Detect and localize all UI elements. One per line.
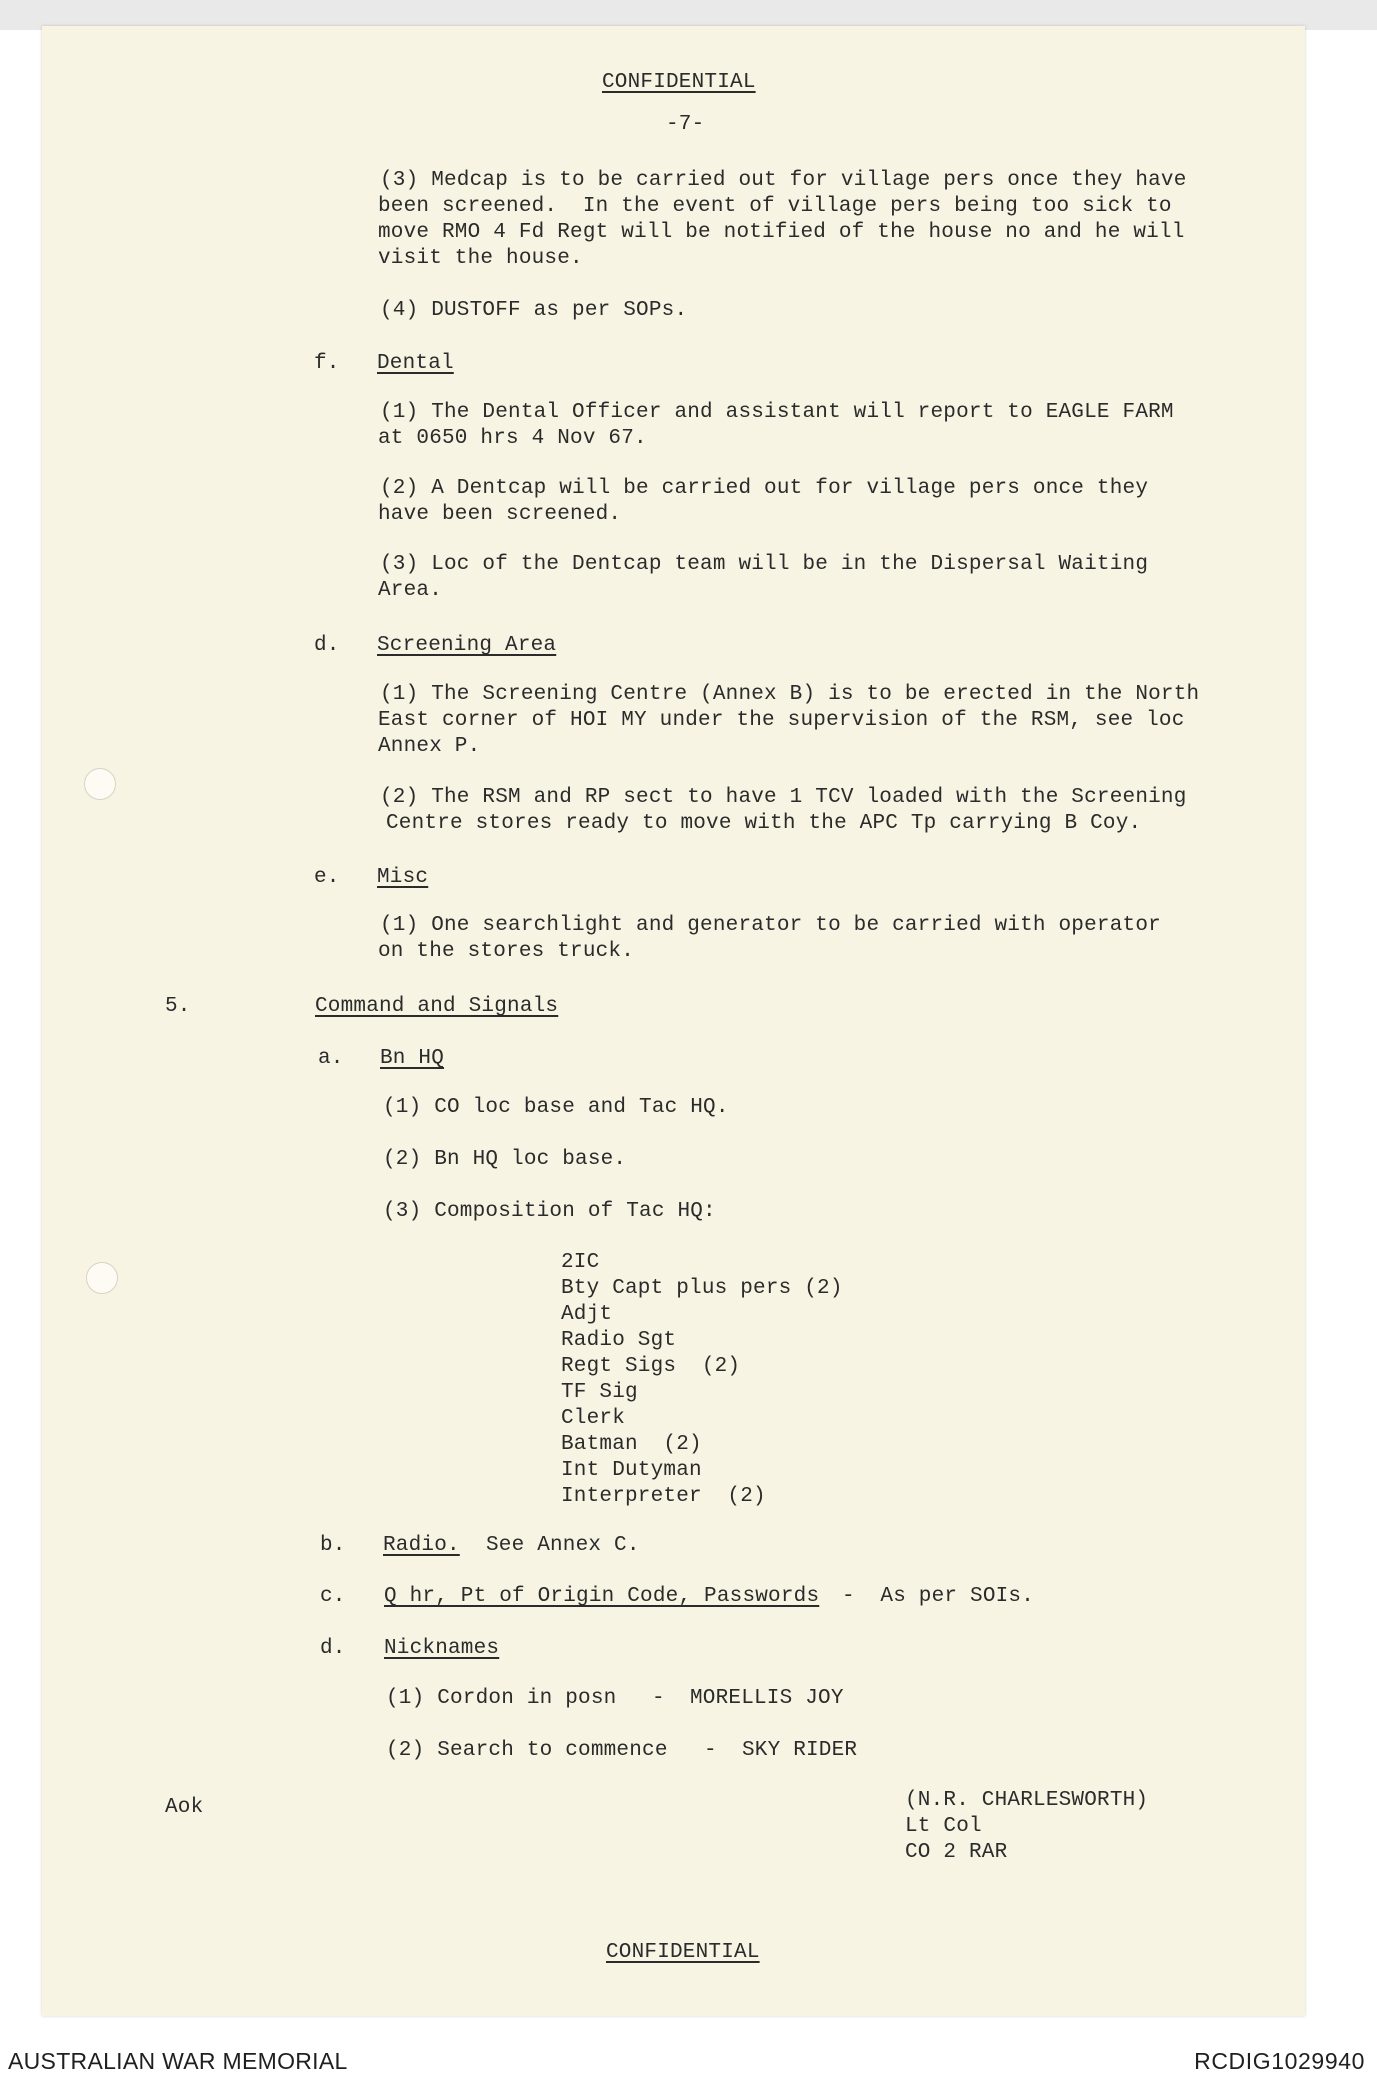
screening-line: Annex P.: [378, 735, 481, 758]
nickname-label: (2) Search to commence: [386, 1739, 668, 1762]
nicknames-heading: Nicknames: [384, 1637, 500, 1660]
bn-hq-heading: Bn HQ: [380, 1047, 445, 1070]
codes-heading: Q hr, Pt of Origin Code, Passwords: [384, 1585, 820, 1608]
screening-line: East corner of HOI MY under the supervision of the RSM, see loc: [378, 709, 1185, 732]
dental-line: (2) A Dentcap will be carried out for village pers once they: [380, 477, 1149, 500]
tac-hq-member: Interpreter (2): [561, 1485, 766, 1508]
misc-heading: Misc: [377, 866, 429, 889]
signatory-name: (N.R. CHARLESWORTH): [905, 1789, 1149, 1812]
nickname-dash: -: [704, 1739, 717, 1762]
page-number: -7-: [666, 113, 705, 136]
tac-hq-member: Bty Capt plus pers (2): [561, 1277, 843, 1300]
tac-hq-member: 2IC: [561, 1251, 600, 1274]
paragraph-letter: b.: [320, 1534, 346, 1557]
tac-hq-member: Radio Sgt: [561, 1329, 677, 1352]
bn-hq-item: (2) Bn HQ loc base.: [383, 1148, 627, 1171]
radio-text: See Annex C.: [486, 1534, 640, 1557]
command-signals-heading: Command and Signals: [315, 995, 559, 1018]
nickname-value: MORELLIS JOY: [690, 1687, 844, 1710]
tac-hq-member: Clerk: [561, 1407, 626, 1430]
codes-text: - As per SOIs.: [842, 1585, 1035, 1608]
paragraph-letter: a.: [318, 1047, 344, 1070]
signatory-rank: Lt Col: [905, 1815, 982, 1838]
nickname-value: SKY RIDER: [742, 1739, 858, 1762]
radio-heading: Radio.: [383, 1534, 460, 1557]
paragraph-letter: f.: [314, 352, 340, 375]
tac-hq-member: Adjt: [561, 1303, 613, 1326]
archive-source: AUSTRALIAN WAR MEMORIAL: [8, 2048, 348, 2074]
acknowledgement: Aok: [165, 1796, 204, 1819]
screening-line: Centre stores ready to move with the APC Tp carrying B Coy.: [386, 812, 1142, 835]
dustoff-item: (4) DUSTOFF as per SOPs.: [380, 299, 688, 322]
dental-line: Area.: [378, 579, 443, 602]
nickname-dash: -: [652, 1687, 665, 1710]
medcap-line: move RMO 4 Fd Regt will be notified of the house no and he will: [378, 221, 1185, 244]
punch-hole: [84, 768, 116, 800]
medcap-line: been screened. In the event of village pers being too sick to: [378, 195, 1172, 218]
tac-hq-member: Regt Sigs (2): [561, 1355, 741, 1378]
classification-header: CONFIDENTIAL: [602, 71, 756, 94]
nickname-label: (1) Cordon in posn: [386, 1687, 617, 1710]
signatory-appointment: CO 2 RAR: [905, 1841, 1008, 1864]
screening-heading: Screening Area: [377, 634, 557, 657]
dental-heading: Dental: [377, 352, 454, 375]
punch-hole: [86, 1262, 118, 1294]
tac-hq-member: TF Sig: [561, 1381, 638, 1404]
paragraph-letter: d.: [320, 1637, 346, 1660]
screening-line: (2) The RSM and RP sect to have 1 TCV loaded with the Screening: [380, 786, 1187, 809]
tac-hq-member: Batman (2): [561, 1433, 702, 1456]
section-number: 5.: [165, 995, 191, 1018]
screening-line: (1) The Screening Centre (Annex B) is to be erected in the North: [380, 683, 1200, 706]
bn-hq-item: (3) Composition of Tac HQ:: [383, 1200, 716, 1223]
classification-footer: CONFIDENTIAL: [606, 1941, 760, 1964]
misc-line: (1) One searchlight and generator to be carried with operator: [380, 914, 1161, 937]
dental-line: at 0650 hrs 4 Nov 67.: [378, 427, 647, 450]
paragraph-letter: e.: [314, 866, 340, 889]
tac-hq-member: Int Dutyman: [561, 1459, 702, 1482]
medcap-line: visit the house.: [378, 247, 583, 270]
medcap-line: (3) Medcap is to be carried out for village pers once they have: [380, 169, 1187, 192]
paragraph-letter: c.: [320, 1585, 346, 1608]
paragraph-letter: d.: [314, 634, 340, 657]
dental-line: (1) The Dental Officer and assistant will report to EAGLE FARM: [380, 401, 1174, 424]
dental-line: have been screened.: [378, 503, 622, 526]
misc-line: on the stores truck.: [378, 940, 635, 963]
document-page: [42, 26, 1305, 2016]
bn-hq-item: (1) CO loc base and Tac HQ.: [383, 1096, 729, 1119]
dental-line: (3) Loc of the Dentcap team will be in the Dispersal Waiting: [380, 553, 1149, 576]
archive-id: RCDIG1029940: [1194, 2048, 1365, 2074]
